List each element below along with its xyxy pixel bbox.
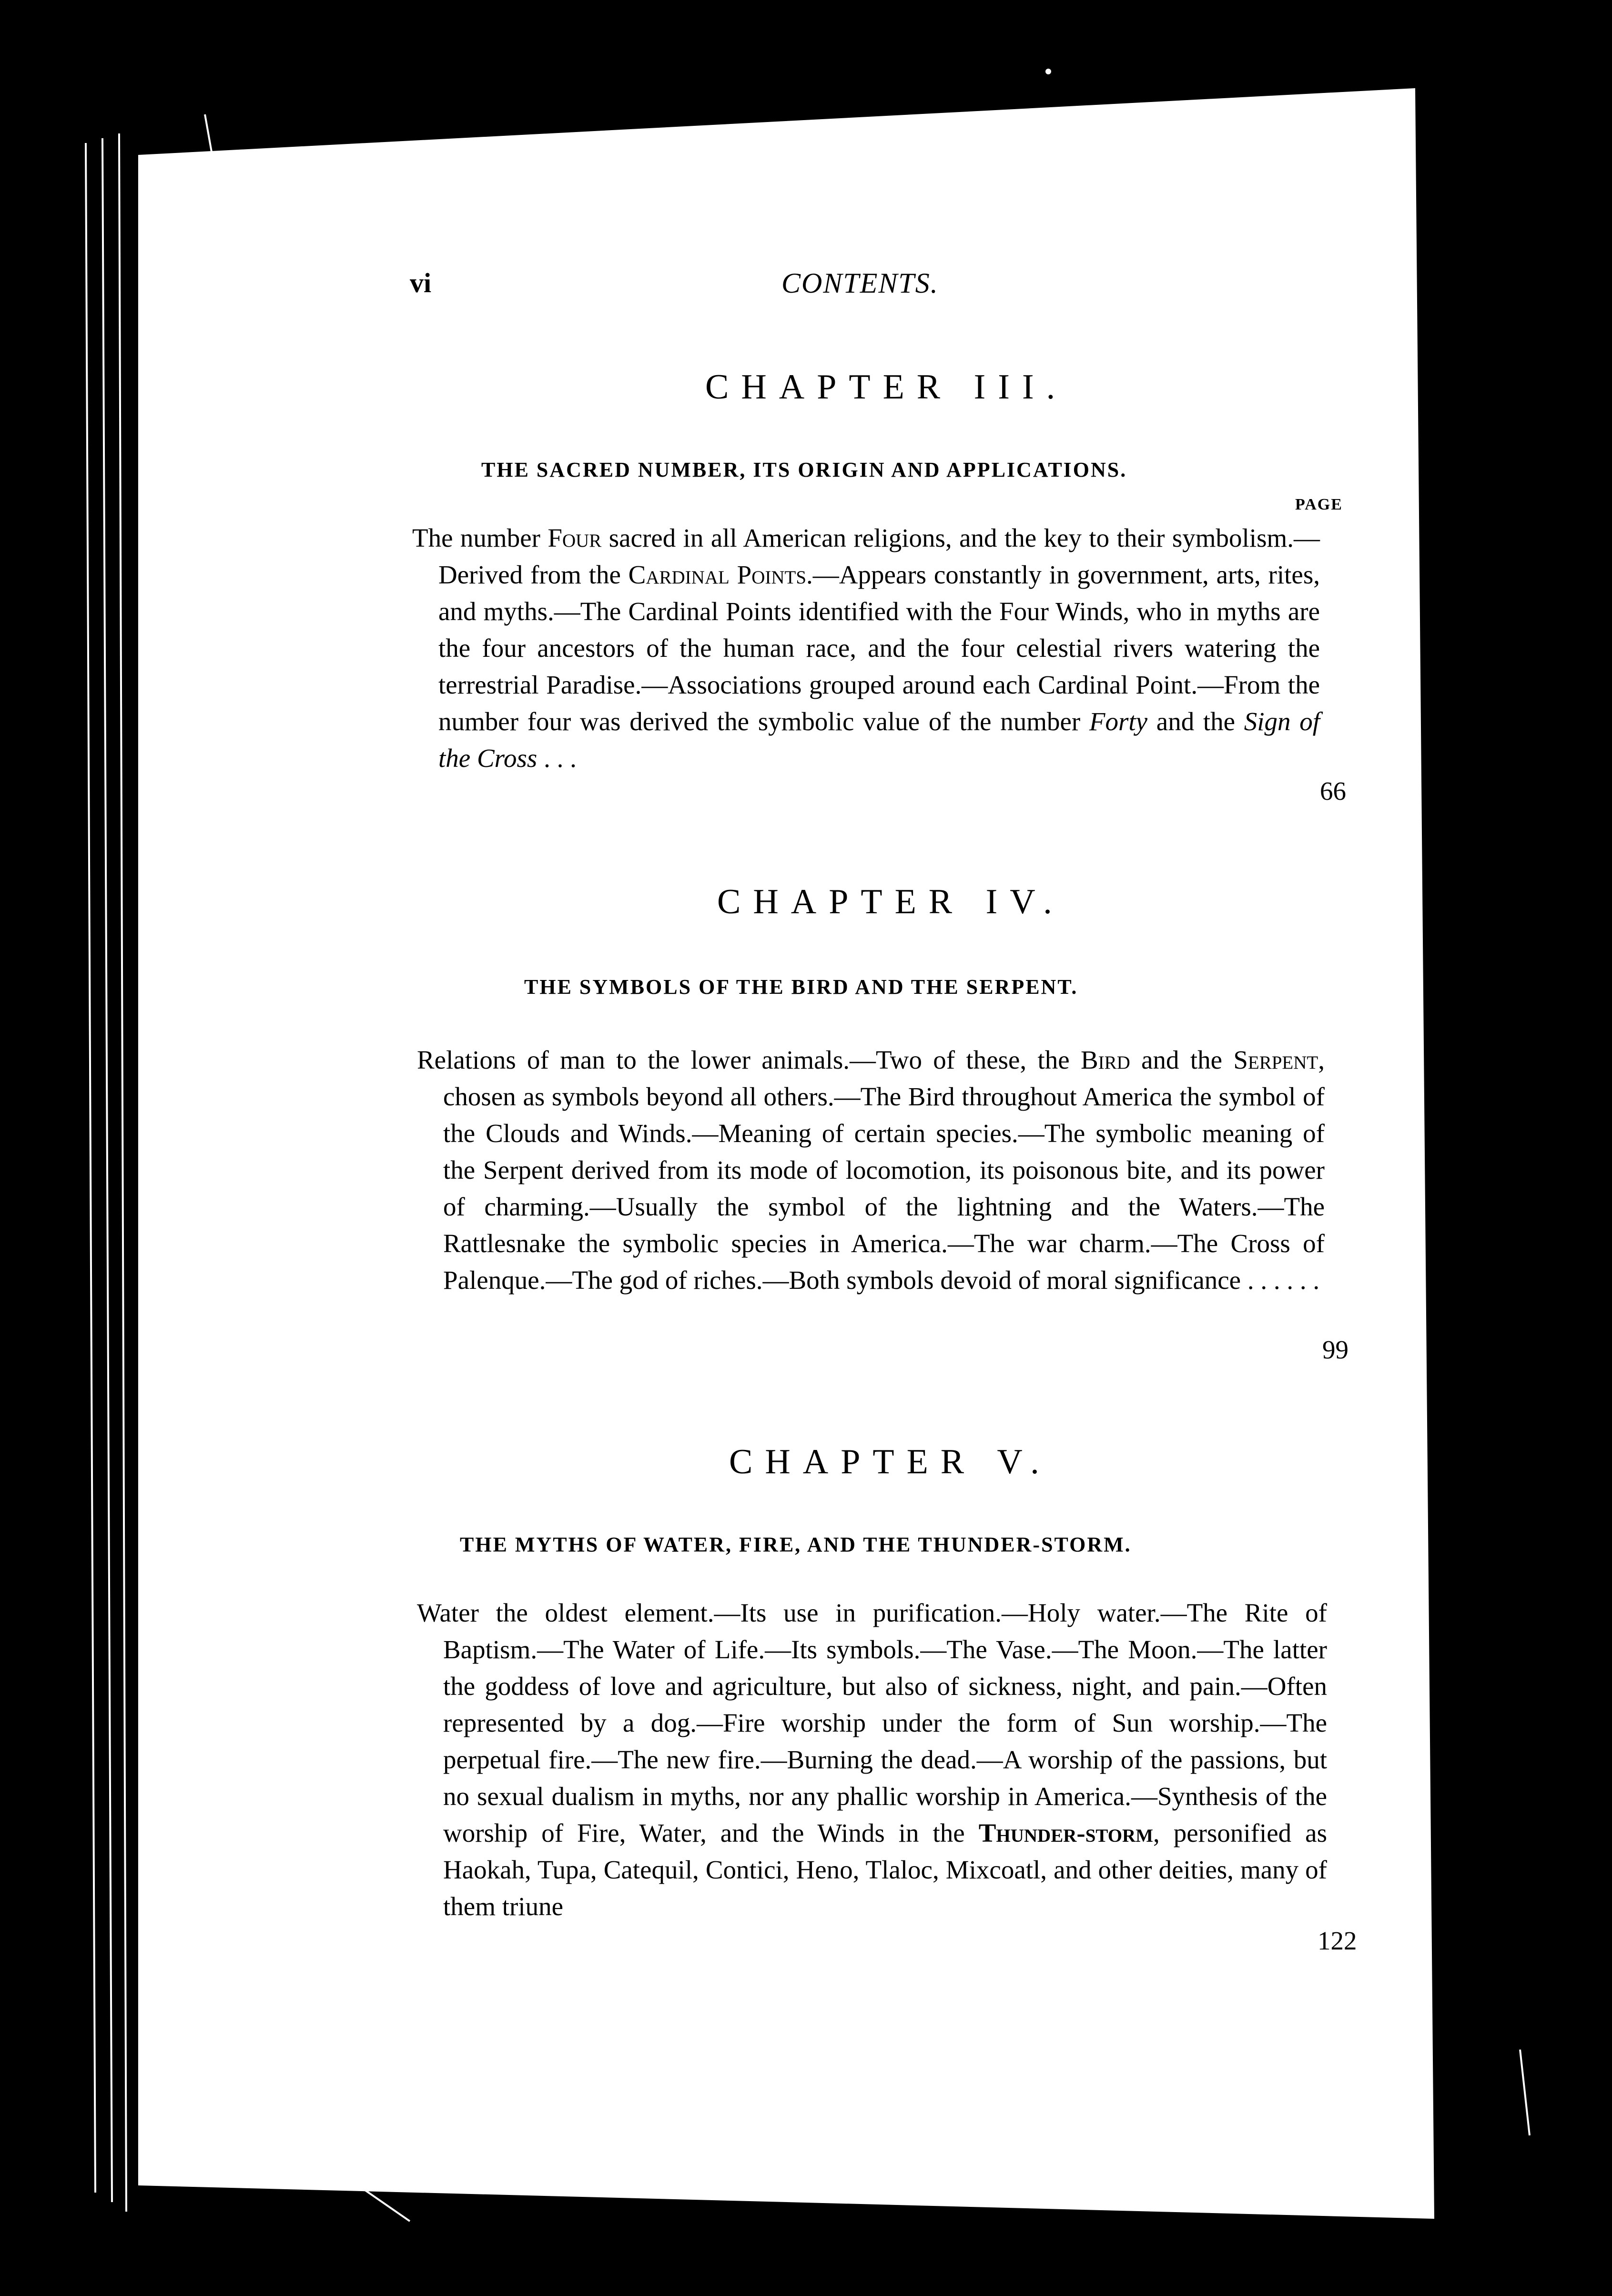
running-title: CONTENTS.	[781, 267, 939, 299]
chapter-summary: Water the oldest element.—Its use in purification.—Holy water.—The Rite of Baptism.—The Water of Life.—Its symbols.—The Vase.—The Moon.—The latter the goddess of love and agriculture, but also of sickness, night, and pain.—Often represented by a dog.—Fire worship under the form of Sun worship.—The perpetual fire.—The new fire.—Burning the dead.—A worship of the passions, but no sexual dualism in myths, nor any phallic worship in America.—Synthesis of the worship of Fire, Water, and the Winds in the Thunder-storm, personified as Haokah, Tupa, Catequil, Contici, Heno, Tlaloc, Mixcoatl, and other deities, many of them triune	[417, 1598, 1327, 1921]
chapter-heading: CHAPTER IV.	[717, 882, 1065, 921]
page-column-label: PAGE	[1295, 496, 1343, 513]
page-edge-line	[1520, 2050, 1530, 2135]
chapter-summary: Relations of man to the lower animals.—Two of these, the Bird and the Serpent, chosen as symbols beyond all others.—The Bird throughout America the symbol of the Clouds and Winds.—Meaning of certain species.—The symbolic meaning of the Serpent derived from its mode of locomotion, its poisonous bite, and its power of charming.—Usually the symbol of the lightning and the Waters.—The Rattlesnake the symbolic species in America.—The war charm.—The Cross of Palenque.—The god of riches.—Both symbols devoid of moral significance . . . . . .	[417, 1045, 1325, 1295]
chapter-subtitle: THE SACRED NUMBER, ITS ORIGIN AND APPLICATIONS.	[481, 458, 1127, 481]
chapter-summary: The number Four sacred in all American religions, and the key to their symbolism.—Derived from the Cardinal Points.—Appears constantly in government, arts, rites, and myths.—The Cardinal Points identified with the Four Winds, who in myths are the four ancestors of the human race, and the four celestial rivers watering the terrestrial Paradise.—Associations grouped around each Cardinal Point.—From the number four was derived the symbolic value of the number Forty and the Sign of the Cross . . .	[412, 523, 1320, 773]
page-number: 99	[1322, 1335, 1348, 1364]
speck	[1045, 69, 1051, 74]
page-folio: vi	[410, 267, 432, 298]
page-edge-line	[86, 143, 95, 2193]
page-edge-line	[102, 138, 112, 2202]
page-edge-line	[119, 133, 126, 2212]
chapter-subtitle: THE SYMBOLS OF THE BIRD AND THE SERPENT.	[524, 975, 1078, 999]
page-number: 122	[1318, 1926, 1357, 1955]
chapter-heading: CHAPTER III.	[705, 367, 1068, 407]
page-number: 66	[1320, 776, 1346, 806]
chapter-subtitle: THE MYTHS OF WATER, FIRE, AND THE THUNDER-STORM.	[460, 1533, 1132, 1556]
chapter-heading: CHAPTER V.	[729, 1442, 1052, 1481]
